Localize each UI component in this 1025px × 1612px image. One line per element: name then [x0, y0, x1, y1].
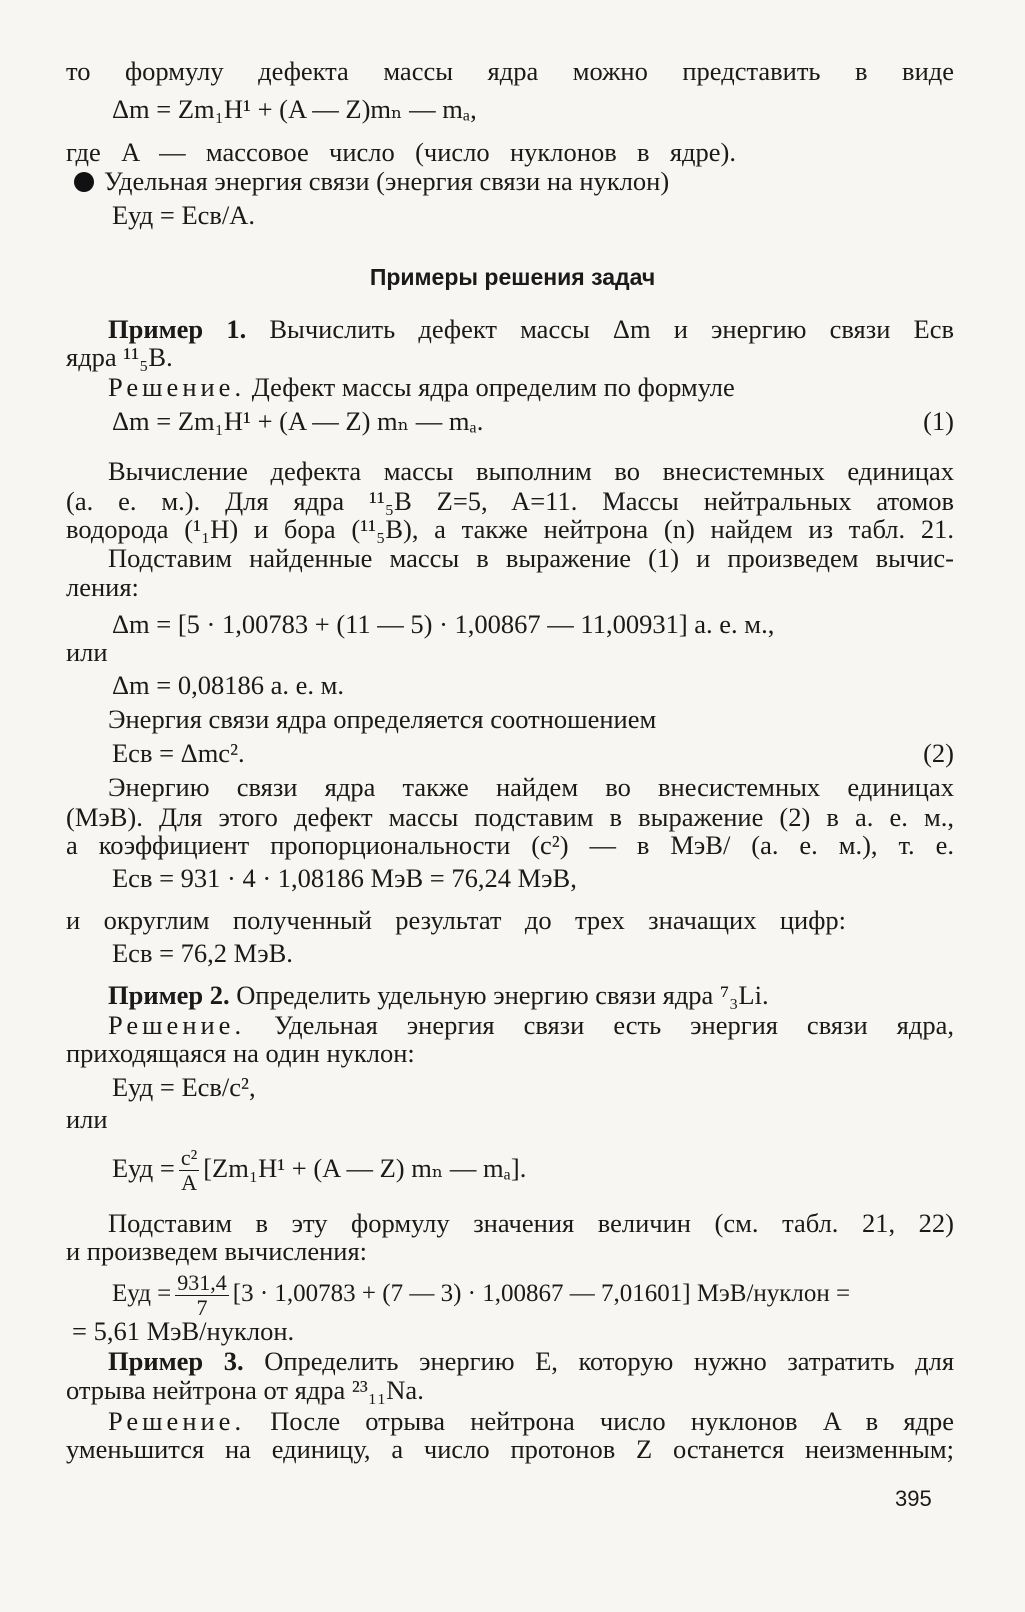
text-line: Энергию связи ядра также найдем во внесистемных единицах: [108, 772, 954, 802]
equation-number: (2): [923, 738, 954, 768]
equation-number: (1): [923, 406, 954, 436]
formula-calc-2: Eсв = 931 · 4 · 1,08186 МэВ = 76,24 МэВ,: [112, 863, 577, 893]
solution-line: Решение. Дефект массы ядра определим по формуле: [108, 372, 735, 402]
text-line: Вычисление дефекта массы выполним во внесистемных единицах: [108, 456, 954, 486]
example-2-line: Пример 2. Определить удельную энергию связи ядра ⁷₃Li.: [108, 980, 769, 1010]
formula-2: Eсв = Δmc². (2): [112, 738, 954, 768]
formula-specific-2: Eуд = $\frac{\text{c²}}{A}$ [Zm₁H¹ + (A — Z) mₙ — mₐ].: [112, 1145, 527, 1196]
solution-line: Решение. Удельная энергия связи есть энергия связи ядра,: [108, 1010, 954, 1040]
fraction: $\frac{931,4}{7}$: [177, 1269, 227, 1320]
formula-1: Δm = Zm₁H¹ + (A — Z) mₙ — mₐ. (1): [112, 406, 954, 436]
text-line: приходящаяся на один нуклон:: [66, 1038, 415, 1068]
text-line: а коэффициент пропорциональности (c²) — в МэВ/ (а. е. м.), т. е.: [66, 830, 954, 860]
text-line: и произведем вычисления:: [66, 1236, 368, 1266]
text-line: (а. е. м.). Для ядра ¹¹₅B Z=5, A=11. Массы нейтральных атомов: [66, 486, 954, 516]
text-line: (МэВ). Для этого дефект массы подставим в выражение (2) в а. е. м.,: [66, 802, 954, 832]
formula-result-2: Eсв = 76,2 МэВ.: [112, 938, 293, 968]
text-line: и округлим полученный результат до трех значащих цифр:: [66, 905, 846, 935]
formula-mass-defect: Δm = Zm₁H¹ + (A — Z)mₙ — mₐ,: [112, 94, 477, 124]
text-line: ядра ¹¹₅B.: [66, 342, 173, 372]
solution-line: Решение. После отрыва нейтрона число нуклонов A в ядре: [108, 1406, 954, 1436]
formula-calc-1: Δm = [5 · 1,00783 + (11 — 5) · 1,00867 — 11,00931] а. е. м.,: [112, 609, 775, 639]
bullet-icon: [74, 172, 94, 192]
formula-result-1: Δm = 0,08186 а. е. м.: [112, 670, 345, 700]
formula-calc-3: Eуд = $\frac{931,4}{7}$ [3 · 1,00783 + (7 — 3) · 1,00867 — 7,01601] МэВ/нуклон =: [112, 1269, 851, 1320]
bullet-line: Удельная энергия связи (энергия связи на нуклон): [74, 166, 962, 196]
text-line: или: [66, 637, 108, 667]
formula-specific-1: Eуд = Eсв/c²,: [112, 1072, 256, 1102]
text-line: уменьшится на единицу, а число протонов Z останется неизменным;: [66, 1434, 954, 1464]
text-line: или: [66, 1104, 108, 1134]
example-1-line: Пример 1. Вычислить дефект массы Δm и энергию связи Eсв: [108, 314, 954, 344]
text-line: то формулу дефекта массы ядра можно представить в виде: [66, 56, 954, 86]
text-line: ления:: [66, 572, 139, 602]
text-line: водорода (¹₁H) и бора (¹¹₅B), а также нейтрона (n) найдем из табл. 21.: [66, 514, 954, 544]
text-line: Подставим в эту формулу значения величин (см. табл. 21, 22): [108, 1208, 954, 1238]
text-line: где A — массовое число (число нуклонов в ядре).: [66, 137, 736, 167]
formula-result-3: = 5,61 МэВ/нуклон.: [72, 1316, 295, 1346]
example-3-line: Пример 3. Определить энергию E, которую нужно затратить для: [108, 1346, 954, 1376]
page-number: 395: [895, 1486, 932, 1511]
text-line: Энергия связи ядра определяется соотношением: [108, 704, 657, 734]
text-line: отрыва нейтрона от ядра ²³₁₁Na.: [66, 1375, 424, 1405]
text-line: Подставим найденные массы в выражение (1) и произведем вычис-: [108, 543, 954, 573]
formula-specific-energy: Eуд = Eсв/A.: [112, 200, 256, 230]
section-heading: Примеры решения задач: [369, 264, 656, 290]
fraction: $\frac{\text{c²}}{A}$: [180, 1145, 198, 1196]
